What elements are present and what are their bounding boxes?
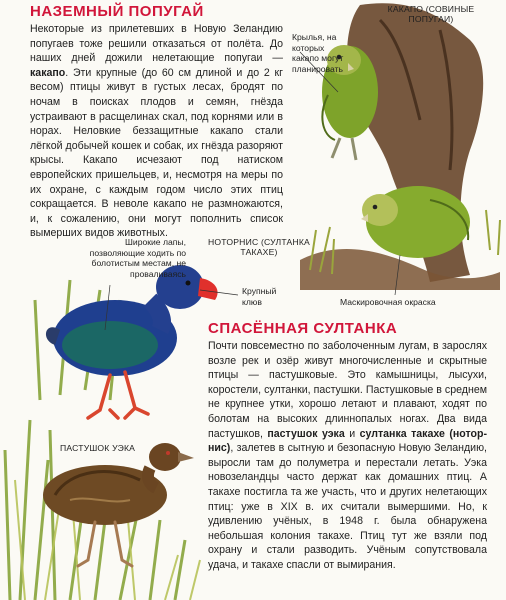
- paragraph-text: . Эти крупные (до 60 см длиной и до 2 кг весом) птицы живут в густых лесах, бродят по ночам в поисках плодов и семян, гнёзда устраивают в расщелинах скал, под корнями или в норах. Неловкие беззащитные какапо стали лёгкой добычей кошек и собак, их гнёзда разоряют крысы. Какапо исчезают под натиском европейских пришельцев, и, несмотря на меры по их охране, с каждым годом число этих птиц сокращается. В неволе какапо не размножаются, и, к сожалению, они могут пополнить список вымерших видов животных.: [30, 66, 283, 240]
- section-title-ground-parrot: НАЗЕМНЫЙ ПОПУГАЙ: [30, 3, 204, 20]
- bold-term-takahe: султанка такахе (ноторнис): [208, 427, 487, 455]
- section-title-saved-takahe: СПАСЁННАЯ СУЛТАНКА: [208, 320, 398, 337]
- bold-term-kakapo: какапо: [30, 66, 66, 79]
- takahe-beak-caption: Крупный клюв: [242, 286, 277, 307]
- paragraph-text: Почти повсеместно по заболоченным лугам, в зарослях возле рек и озёр живут многочисленные и скрытные птицы — пастушковые. Это камышницы, лысухи, коростели, султанки, пастушки. Пастушковые в среднем не крупнее утки, хорошо летают и плавают, ходят по болотам на высоких длиннопалых ногах. Два вида пастушков,: [208, 340, 487, 440]
- paragraph-text: , залетев в сытную и безопасную Новую Зеландию, выросли там до полуметра и перестали летать. Уэка новозеландцы часто держат как домашних птиц. А такахе постигла та же участь, что и других нелетающих птиц: уже в XIX в. их считали вымершими. Но, к удивлению учёных, в 1948 г. была обнаружена небольшая колония такахе. Птиц тут же взяли под охрану и стали разводить. Учёным сопутствовала удача, и такахе спасли от вымирания.: [208, 442, 487, 571]
- paragraph-text: Некоторые из прилетевших в Новую Зеландию попугаев тоже решили отказаться от полёта. До наших дней дожили нелетающие попугаи —: [30, 23, 283, 65]
- ground-parrot-paragraph: [30, 22, 283, 241]
- saved-takahe-paragraph: [208, 339, 487, 573]
- paragraph-text: и: [344, 427, 360, 440]
- takahe-feet-caption: Широкие лапы, позволяющие ходить по болотистым местам, не проваливаясь: [89, 237, 186, 279]
- bold-term-weka: пастушок уэка: [267, 427, 345, 440]
- takahe-label: НОТОРНИС (СУЛТАНКА ТАКАХЕ): [208, 237, 310, 258]
- kakapo-wings-caption: Крылья, на которых какапо могут планировать: [292, 32, 344, 74]
- weka-label: ПАСТУШОК УЭКА: [60, 443, 136, 453]
- kakapo-label: КАКАПО (СОВИНЫЕ ПОПУГАИ): [387, 4, 475, 25]
- kakapo-camouflage-caption: Маскировочная окраска: [340, 297, 436, 307]
